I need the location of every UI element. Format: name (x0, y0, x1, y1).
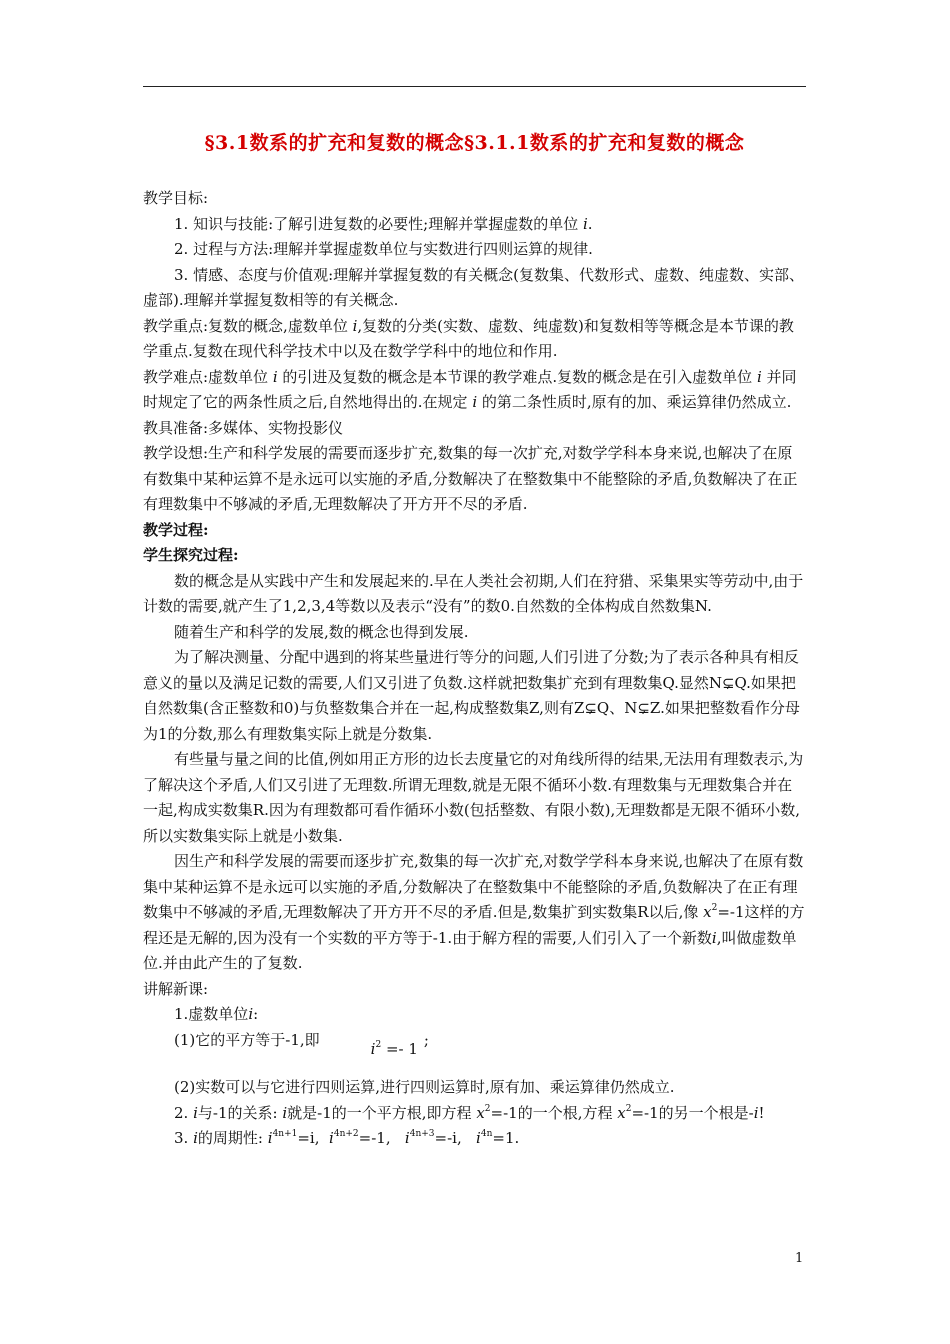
key-points: 教学重点:复数的概念,虚数单位 i,复数的分类(实数、虚数、纯虚数)和复数相等等概念是本节课的教学重点.复数在现代科学技术中以及在数学学科中的地位和作用. (143, 316, 794, 360)
unit-1-item-1: (1)它的平方等于-1,即 $i^2 =- 1$ ; (143, 1028, 807, 1054)
goal-2: 2. 过程与方法:理解并掌握虚数单位与实数进行四则运算的规律. (174, 240, 593, 258)
paragraph-4: 有些量与量之间的比值,例如用正方形的边长去度量它的对角线所得的结果,无法用有理数表示,为了解决这个矛盾,人们又引进了无理数.所谓无理数,就是无限不循环小数.有理数集与无理数集合并在一起,构成实数集R.因为有理数都可看作循环小数(包括整数、有限小数),无理数都是无限不循环小数,所以实数集实际上就是小数集. (143, 750, 804, 845)
paragraph-1: 数的概念是从实践中产生和发展起来的.早在人类社会初期,人们在狩猎、采集果实等劳动中,由于计数的需要,就产生了1,2,3,4等数以及表示“没有”的数0.自然数的全体构成自然数集N. (143, 571, 804, 615)
page-number: 1 (795, 1251, 804, 1266)
header-rule (143, 86, 806, 87)
goal-3: 3. 情感、态度与价值观:理解并掌握复数的有关概念(复数集、代数形式、虚数、纯虚数、实部、虚部).理解并掌握复数相等的有关概念. (143, 265, 804, 309)
paragraph-3: 为了解决测量、分配中遇到的将某些量进行等分的问题,人们引进了分数;为了表示各种具有相反意义的量以及满足记数的需要,人们又引进了负数.这样就把数集扩充到有理数集Q.显然N⊊Q.如果把自然数集(含正整数和0)与负整数集合并在一起,构成整数集Z,则有Z⊊Q、N⊊Z.如果把整数看作分母为1的分数,那么有理数集实际上就是分数集. (143, 648, 800, 743)
page-title: §3.1数系的扩充和复数的概念§3.1.1数系的扩充和复数的概念 (204, 132, 745, 154)
student-explore-heading: 学生探究过程: (143, 546, 239, 564)
teaching-tools: 教具准备:多媒体、实物投影仪 (143, 418, 344, 437)
paragraph-2: 随着生产和科学的发展,数的概念也得到发展. (174, 622, 469, 641)
unit-3: 3. i的周期性: $i^{4n+1}=i$, $i^{4n+2}=-1$, $i^{4n+3}=-i$, $i^{4n}=1$. (174, 1129, 520, 1147)
unit-1-heading: 1.虚数单位i: (174, 1005, 259, 1023)
document-body (143, 186, 807, 1152)
new-lesson-heading: 讲解新课: (143, 979, 209, 998)
teaching-design: 教学设想:生产和科学发展的需要而逐步扩充,数集的每一次扩充,对数学学科本身来说,也解决了在原有数集中某种运算不是永远可以实施的矛盾,分数解决了在整数集中不能整除的矛盾,负数解决了在正有理数集中不够减的矛盾,无理数解决了开方开不尽的矛盾. (143, 444, 798, 513)
teaching-process-heading: 教学过程: (143, 520, 209, 539)
unit-2: 2. i与-1的关系: i就是-1的一个平方根,即方程 $x^2=-1$的一个根,方程 $x^2=-1$的另一个根是-i! (174, 1103, 765, 1122)
difficult-points: 教学难点:虚数单位 i 的引进及复数的概念是本节课的教学难点.复数的概念是在引入虚数单位 i 并同时规定了它的两条性质之后,自然地得出的.在规定 i 的第二条性质时,原有的加、乘运算律仍然成立. (143, 367, 797, 411)
goal-1: 1. 知识与技能:了解引进复数的必要性;理解并掌握虚数的单位 i. (174, 214, 593, 233)
paragraph-5: 因生产和科学发展的需要而逐步扩充,数集的每一次扩充,对数学学科本身来说,也解决了在原有数集中某种运算不是永远可以实施的矛盾,分数解决了在整数集中不能整除的矛盾,负数解决了在正有理数集中不够减的矛盾,无理数解决了开方开不尽的矛盾.但是,数集扩到实数集R以后,像 $x^2=-1$这样的方程还是无解的,因为没有一个实数的平方等于-1.由于解方程的需要,人们引入了一个新数i,叫做虚数单位.并由此产生的了复数. (143, 852, 805, 972)
teaching-goals-heading: 教学目标: (143, 189, 209, 207)
unit-1-item-2: (2)实数可以与它进行四则运算,进行四则运算时,原有加、乘运算律仍然成立. (174, 1078, 675, 1096)
i-squared-formula: $i^2 =- 1$ (370, 1039, 418, 1058)
